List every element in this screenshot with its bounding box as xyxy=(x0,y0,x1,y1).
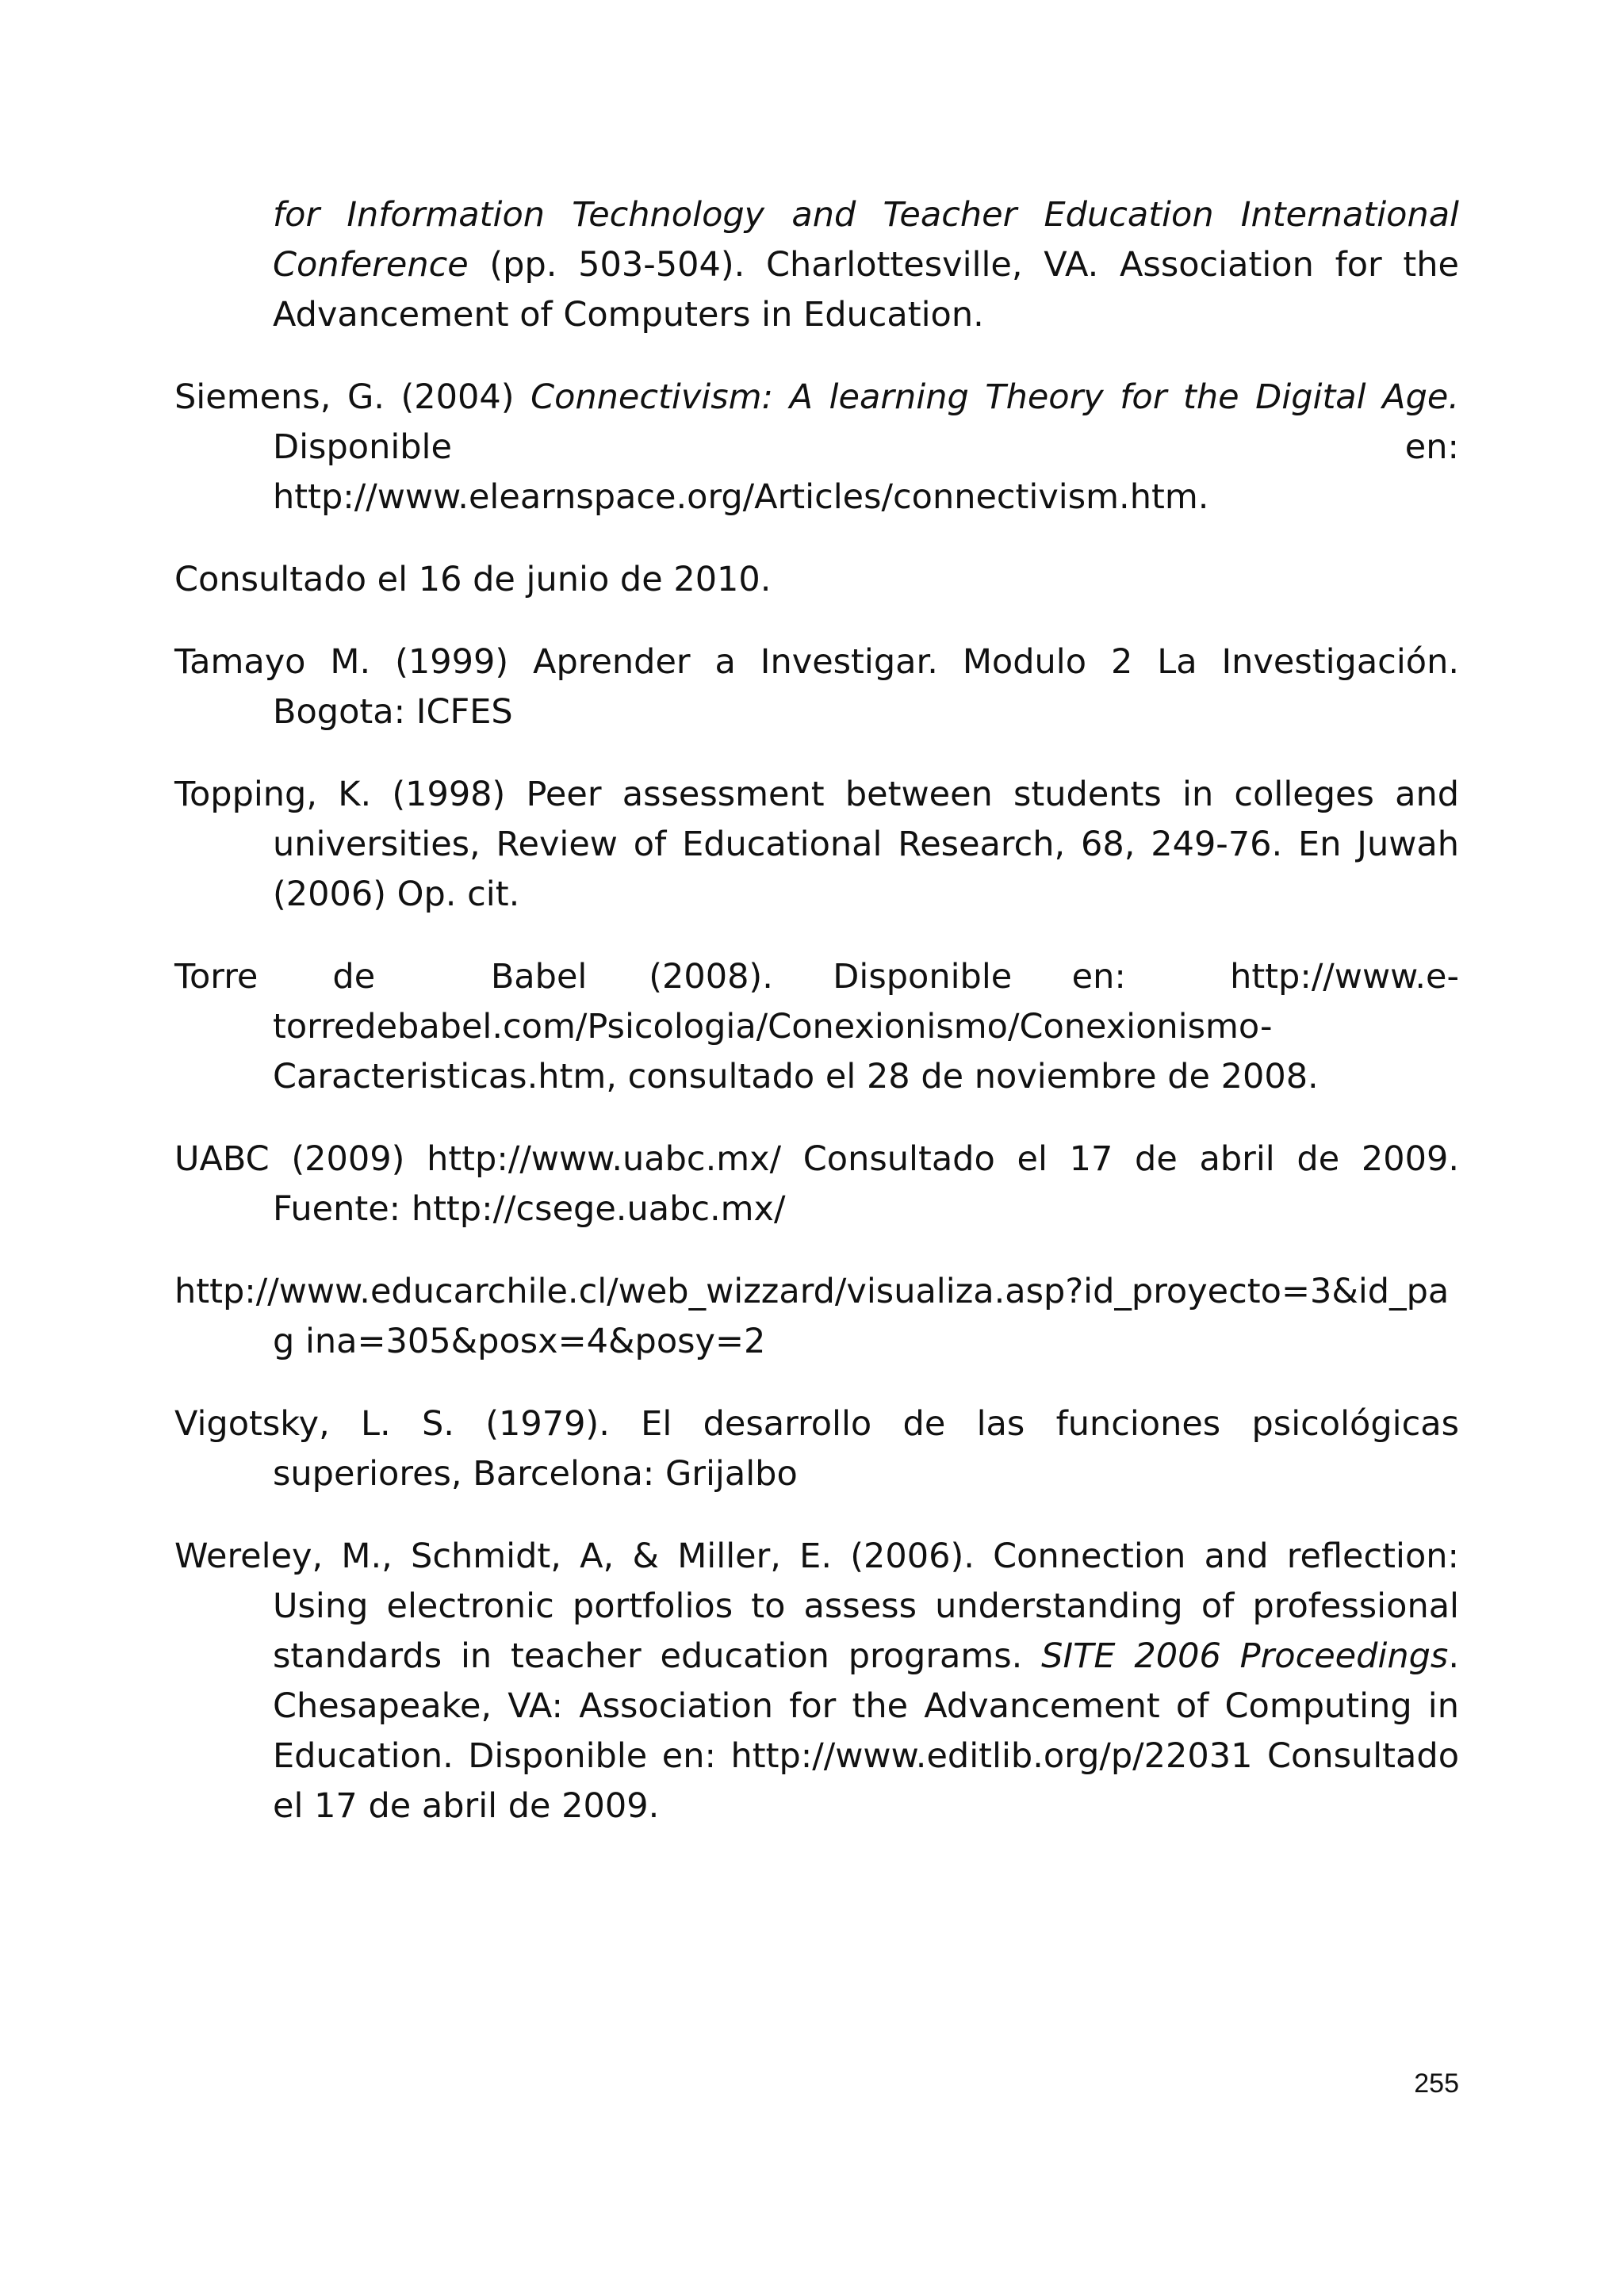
reference-title: Connectivism: A learning Theory for the Digital Age. xyxy=(530,377,1460,417)
reference-line: Caracteristicas.htm, consultado el 28 de noviembre de 2008. xyxy=(273,1057,1319,1096)
reference-educarchile-url: http://www.educarchile.cl/web_wizzard/visualiza.asp?id_proyecto=3&id_pag ina=305&posx=4&posy=2 xyxy=(174,1272,1450,1361)
reference-uabc-2009: UABC (2009) http://www.uabc.mx/ Consultado el 17 de abril de 2009. Fuente: http://csege.uabc.mx/ xyxy=(174,1139,1459,1229)
page-number: 255 xyxy=(1414,2068,1459,2099)
reference-list xyxy=(174,190,1459,1864)
reference-first-line: Torre de Babel (2008). Disponible en: http://www.e- xyxy=(273,952,1459,1002)
reference-text: . Chesapeake, VA: Association for the Advancement of Computing in Education. Disponible en: http://www.editlib.org/p/22031 Consultado el 17 de abril de 2009. xyxy=(273,1636,1459,1826)
reference-wereley-2006 xyxy=(174,1532,1459,1831)
reference-topping-1998: Topping, K. (1998) Peer assessment between students in colleges and universities, Review of Educational Research, 68, 249-76. En Juwah (2006) Op. cit. xyxy=(174,775,1459,914)
reference-author: Wereley, M., Schmidt, A, & Miller, E. (2006). Connection and reflection: Using electronic portfolios to assess understanding of professional standards in teacher education programs. xyxy=(174,1536,1459,1676)
reference-continuation xyxy=(174,190,1459,340)
reference-word: Disponible xyxy=(833,957,1013,997)
reference-title: SITE 2006 Proceedings xyxy=(1041,1636,1449,1676)
reference-title: for Information Technology and Teacher Education International Conference xyxy=(273,195,1459,285)
reference-siemens-2004 xyxy=(174,373,1459,522)
reference-author: Siemens, G. (2004) xyxy=(174,377,531,417)
reference-text: (pp. 503-504). Charlottesville, VA. Association for the Advancement of Computers in Education. xyxy=(273,245,1459,335)
reference-text: Disponible en: http://www.elearnspace.org/Articles/connectivism.htm. xyxy=(273,427,1459,517)
reference-consultado-line: Consultado el 16 de junio de 2010. xyxy=(174,560,772,599)
reference-tamayo-1999: Tamayo M. (1999) Aprender a Investigar. Modulo 2 La Investigación. Bogota: ICFES xyxy=(174,642,1459,732)
reference-link: http://www.e- xyxy=(1230,957,1459,997)
reference-word: (2008). xyxy=(649,957,773,997)
reference-torre-de-babel-2008 xyxy=(174,952,1459,1102)
reference-line: torredebabel.com/Psicologia/Conexionismo/Conexionismo- xyxy=(273,1007,1273,1047)
reference-vigotsky-1979: Vigotsky, L. S. (1979). El desarrollo de las funciones psicológicas superiores, Barcelona: Grijalbo xyxy=(174,1404,1459,1494)
